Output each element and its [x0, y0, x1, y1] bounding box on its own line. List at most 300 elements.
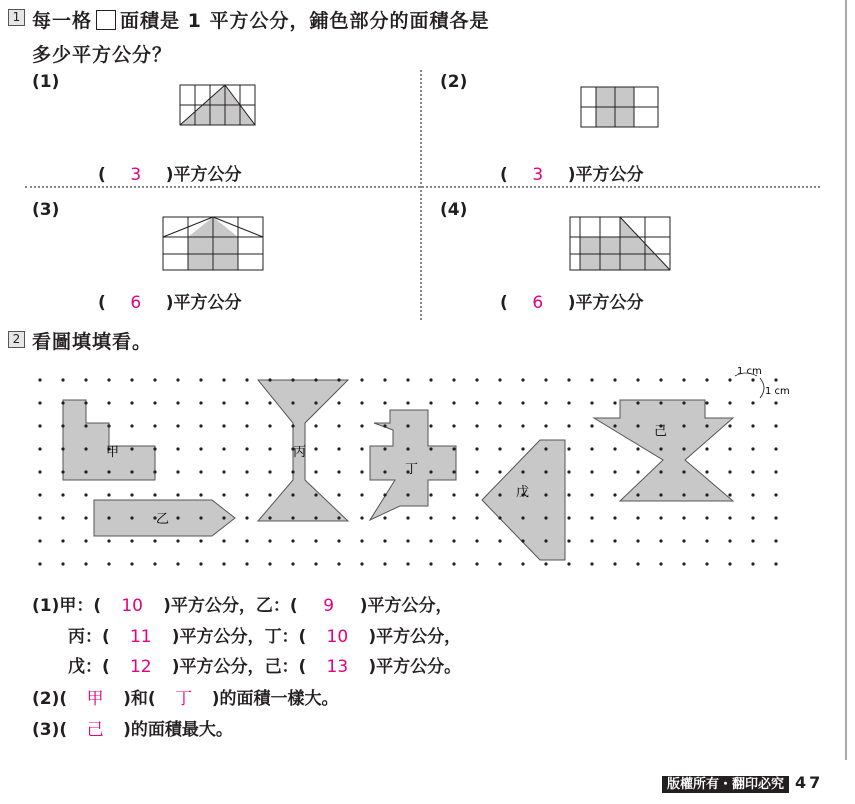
part1-answer-line: ( 3 )平方公分: [98, 165, 242, 185]
grid-dot: [176, 447, 179, 450]
grid-dot: [774, 378, 777, 381]
grid-dot: [337, 493, 340, 496]
grid-dot: [682, 470, 685, 473]
grid-dot: [475, 470, 478, 473]
dot-grid-figure: [0, 360, 855, 575]
grid-dot: [590, 493, 593, 496]
grid-dot: [728, 447, 731, 450]
grid-dot: [268, 493, 271, 496]
grid-dot: [682, 539, 685, 542]
grid-dot: [84, 539, 87, 542]
answer-bing: 11: [129, 627, 152, 647]
grid-dot: [291, 562, 294, 565]
grid-dot: [84, 562, 87, 565]
grid-dot: [544, 470, 547, 473]
grid-dot: [337, 539, 340, 542]
grid-dot: [130, 493, 133, 496]
grid-dot: [130, 447, 133, 450]
grid-dot: [245, 493, 248, 496]
grid-dot: [544, 539, 547, 542]
grid-dot: [222, 470, 225, 473]
grid-dot: [38, 447, 41, 450]
grid-dot: [613, 401, 616, 404]
grid-dot: [521, 424, 524, 427]
part2-answer-line: ( 3 )平方公分: [500, 165, 644, 185]
grid-dot: [360, 493, 363, 496]
grid-dot: [176, 470, 179, 473]
grid-dot: [291, 493, 294, 496]
grid-dot: [38, 516, 41, 519]
grid-dot: [222, 516, 225, 519]
grid-dot: [659, 401, 662, 404]
grid-dot: [130, 378, 133, 381]
grid-dot: [383, 516, 386, 519]
grid-dot: [360, 562, 363, 565]
answer-ding: 10: [326, 627, 349, 647]
grid-dot: [475, 562, 478, 565]
grid-dot: [498, 516, 501, 519]
grid-dot: [590, 424, 593, 427]
q2-line2: 丙：( 11 )平方公分，丁：( 10 )平方公分，: [68, 627, 462, 647]
grid-dot: [337, 447, 340, 450]
grid-dot: [705, 401, 708, 404]
grid-dot: [245, 516, 248, 519]
grid-dot: [429, 493, 432, 496]
grid-dot: [38, 470, 41, 473]
grid-dot: [245, 378, 248, 381]
grid-dot: [245, 539, 248, 542]
part4-answer: 6: [532, 293, 544, 313]
grid-dot: [705, 470, 708, 473]
grid-dot: [337, 424, 340, 427]
grid-dot: [199, 470, 202, 473]
grid-dot: [176, 516, 179, 519]
part1-label: (1): [32, 72, 60, 92]
grid-dot: [475, 493, 478, 496]
grid-dot: [590, 447, 593, 450]
grid-dot: [751, 378, 754, 381]
grid-dot: [130, 539, 133, 542]
grid-dot: [567, 516, 570, 519]
q2-line3: 戊：( 12 )平方公分，己：( 13 )平方公分。: [68, 657, 462, 677]
grid-dot: [245, 401, 248, 404]
grid-dot: [38, 424, 41, 427]
part4-label: (4): [440, 200, 468, 220]
grid-dot: [498, 424, 501, 427]
q1-text-b: 面積是 1 平方公分，鋪色部分的面積各是: [120, 10, 490, 32]
q1-text-c: 多少平方公分？: [32, 44, 173, 66]
label-wu: 戊: [516, 485, 530, 500]
grid-dot: [544, 378, 547, 381]
grid-dot: [659, 539, 662, 542]
grid-dot: [337, 401, 340, 404]
label-yi: 乙: [156, 512, 170, 527]
grid-dot: [705, 424, 708, 427]
grid-dot: [406, 447, 409, 450]
grid-dot: [153, 562, 156, 565]
unit-label-horizontal: 1 cm: [737, 366, 762, 377]
grid-dot: [291, 470, 294, 473]
answer-yi: 9: [323, 596, 335, 616]
grid-dot: [268, 562, 271, 565]
horizontal-divider: [25, 186, 820, 188]
grid-dot: [268, 447, 271, 450]
grid-dot: [314, 378, 317, 381]
grid-dot: [406, 562, 409, 565]
grid-dot: [291, 539, 294, 542]
shape-jia: [63, 400, 155, 480]
grid-dot: [636, 562, 639, 565]
part2-label: (2): [440, 72, 468, 92]
grid-dot: [406, 424, 409, 427]
grid-dot: [84, 401, 87, 404]
grid-dot: [61, 493, 64, 496]
grid-dot: [728, 539, 731, 542]
grid-dot: [751, 401, 754, 404]
grid-dot: [498, 447, 501, 450]
grid-dot: [314, 470, 317, 473]
vertical-divider: [420, 70, 422, 320]
grid-dot: [567, 378, 570, 381]
part3-figure: [158, 212, 273, 277]
grid-dot: [268, 401, 271, 404]
grid-dot: [314, 493, 317, 496]
grid-dot: [705, 447, 708, 450]
part4-figure: [565, 212, 680, 277]
grid-dot: [222, 562, 225, 565]
grid-dot: [705, 539, 708, 542]
grid-dot: [268, 516, 271, 519]
grid-dot: [383, 447, 386, 450]
label-ji: 己: [654, 424, 668, 439]
grid-dot: [498, 378, 501, 381]
grid-dot: [475, 401, 478, 404]
q2-line1: (1)甲：( 10 )平方公分，乙：( 9 )平方公分，: [32, 596, 453, 616]
grid-dot: [728, 401, 731, 404]
grid-dot: [544, 562, 547, 565]
grid-dot: [199, 378, 202, 381]
grid-dot: [38, 539, 41, 542]
grid-dot: [245, 470, 248, 473]
grid-dot: [590, 470, 593, 473]
grid-dot: [291, 378, 294, 381]
grid-dot: [61, 447, 64, 450]
grid-dot: [38, 562, 41, 565]
q2-part3-line: (3)( 己 )的面積最大。: [32, 715, 233, 740]
answer-largest: 己: [86, 720, 104, 740]
grid-dot: [38, 401, 41, 404]
grid-dot: [751, 447, 754, 450]
grid-dot: [590, 378, 593, 381]
grid-dot: [521, 378, 524, 381]
grid-dot: [567, 493, 570, 496]
grid-dot: [613, 447, 616, 450]
grid-dot: [107, 401, 110, 404]
grid-dot: [199, 516, 202, 519]
grid-dot: [130, 424, 133, 427]
footer: [662, 773, 823, 792]
grid-dot: [314, 424, 317, 427]
grid-dot: [774, 447, 777, 450]
part2-answer: 3: [532, 165, 544, 185]
grid-dot: [314, 447, 317, 450]
grid-dot: [406, 493, 409, 496]
grid-dot: [659, 516, 662, 519]
grid-dot: [613, 516, 616, 519]
grid-dot: [38, 378, 41, 381]
grid-dot: [429, 562, 432, 565]
grid-dot: [383, 470, 386, 473]
grid-dot: [268, 424, 271, 427]
answer-jia: 10: [121, 596, 143, 616]
grid-dot: [245, 447, 248, 450]
grid-dot: [682, 516, 685, 519]
grid-dot: [199, 447, 202, 450]
grid-dot: [751, 539, 754, 542]
grid-dot: [751, 424, 754, 427]
grid-dot: [682, 562, 685, 565]
grid-dot: [613, 493, 616, 496]
grid-dot: [222, 424, 225, 427]
grid-dot: [406, 401, 409, 404]
grid-dot: [452, 401, 455, 404]
grid-dot: [360, 516, 363, 519]
grid-dot: [728, 493, 731, 496]
grid-dot: [705, 516, 708, 519]
grid-dot: [337, 562, 340, 565]
grid-dot: [360, 447, 363, 450]
grid-dot: [429, 539, 432, 542]
grid-dot: [636, 539, 639, 542]
grid-dot: [498, 562, 501, 565]
grid-dot: [383, 378, 386, 381]
grid-dot: [337, 516, 340, 519]
answer-equal-a: 甲: [86, 689, 104, 709]
grid-dot: [498, 470, 501, 473]
grid-dot: [636, 378, 639, 381]
grid-dot: [751, 493, 754, 496]
answer-ji: 13: [326, 657, 349, 677]
part3-answer: 6: [130, 293, 142, 313]
unit-square-icon: [96, 10, 116, 30]
grid-dot: [153, 424, 156, 427]
grid-dot: [429, 447, 432, 450]
q2-text: 看圖填填看。: [32, 331, 153, 353]
grid-dot: [659, 493, 662, 496]
label-ding: 丁: [405, 462, 419, 477]
grid-dot: [613, 424, 616, 427]
grid-dot: [153, 493, 156, 496]
grid-dot: [544, 493, 547, 496]
grid-dot: [613, 539, 616, 542]
grid-dot: [107, 378, 110, 381]
grid-dot: [774, 516, 777, 519]
grid-dot: [291, 516, 294, 519]
grid-dot: [728, 516, 731, 519]
grid-dot: [337, 470, 340, 473]
grid-dot: [429, 470, 432, 473]
grid-dot: [774, 539, 777, 542]
grid-dot: [590, 516, 593, 519]
grid-dot: [521, 401, 524, 404]
grid-dot: [406, 539, 409, 542]
grid-dot: [176, 378, 179, 381]
grid-dot: [38, 493, 41, 496]
grid-dot: [567, 424, 570, 427]
label-bing: 丙: [293, 445, 307, 460]
grid-dot: [245, 424, 248, 427]
grid-dot: [636, 447, 639, 450]
grid-dot: [406, 378, 409, 381]
grid-dot: [521, 562, 524, 565]
grid-dot: [728, 470, 731, 473]
grid-dot: [521, 539, 524, 542]
grid-dot: [268, 378, 271, 381]
grid-dot: [682, 378, 685, 381]
grid-dot: [153, 539, 156, 542]
grid-dot: [521, 447, 524, 450]
grid-dot: [475, 539, 478, 542]
grid-dot: [84, 470, 87, 473]
grid-dot: [199, 493, 202, 496]
grid-dot: [176, 401, 179, 404]
q1-text-a: 每一格: [32, 10, 93, 32]
grid-dot: [774, 493, 777, 496]
answer-equal-b: 丁: [175, 689, 193, 709]
answer-wu: 12: [129, 657, 152, 677]
grid-dot: [61, 562, 64, 565]
grid-dot: [176, 424, 179, 427]
grid-dot: [452, 516, 455, 519]
grid-dot: [751, 516, 754, 519]
grid-dot: [544, 447, 547, 450]
label-jia: 甲: [106, 445, 120, 460]
grid-dot: [176, 493, 179, 496]
grid-dot: [728, 562, 731, 565]
grid-dot: [360, 401, 363, 404]
grid-dot: [613, 378, 616, 381]
grid-dot: [452, 378, 455, 381]
unit-label-vertical: 1 cm: [765, 386, 790, 397]
grid-dot: [498, 401, 501, 404]
grid-dot: [61, 424, 64, 427]
part4-answer-line: ( 6 )平方公分: [500, 293, 644, 313]
grid-dot: [130, 516, 133, 519]
grid-dot: [452, 493, 455, 496]
grid-dot: [84, 424, 87, 427]
grid-dot: [429, 424, 432, 427]
part4-shaded: [580, 217, 670, 270]
grid-dot: [222, 539, 225, 542]
grid-dot: [360, 539, 363, 542]
grid-dot: [590, 539, 593, 542]
copyright-notice: 版權所有・翻印必究: [662, 776, 789, 793]
grid-dot: [682, 424, 685, 427]
grid-dot: [682, 401, 685, 404]
grid-dot: [636, 516, 639, 519]
grid-dot: [751, 562, 754, 565]
grid-dot: [222, 493, 225, 496]
grid-dot: [383, 401, 386, 404]
grid-dot: [268, 470, 271, 473]
grid-dot: [452, 447, 455, 450]
grid-dot: [475, 447, 478, 450]
grid-dot: [222, 447, 225, 450]
grid-dot: [84, 378, 87, 381]
part1-figure: [170, 80, 260, 130]
grid-dot: [314, 401, 317, 404]
grid-dot: [61, 378, 64, 381]
grid-dot: [659, 447, 662, 450]
grid-dot: [774, 424, 777, 427]
grid-dot: [383, 493, 386, 496]
grid-dot: [613, 470, 616, 473]
page-number: 47: [795, 773, 824, 792]
grid-dot: [498, 493, 501, 496]
grid-dot: [130, 562, 133, 565]
grid-dot: [636, 401, 639, 404]
grid-dot: [475, 424, 478, 427]
grid-dot: [636, 424, 639, 427]
grid-dot: [84, 447, 87, 450]
grid-dot: [567, 562, 570, 565]
grid-dot: [360, 424, 363, 427]
q1-text: [32, 6, 489, 33]
grid-dot: [728, 424, 731, 427]
grid-dot: [544, 424, 547, 427]
grid-dot: [452, 539, 455, 542]
grid-dot: [383, 562, 386, 565]
grid-dot: [107, 470, 110, 473]
grid-dot: [84, 493, 87, 496]
grid-dot: [521, 470, 524, 473]
grid-dot: [130, 401, 133, 404]
grid-dot: [475, 378, 478, 381]
grid-dot: [774, 470, 777, 473]
grid-dot: [199, 401, 202, 404]
grid-dot: [337, 378, 340, 381]
grid-dot: [406, 516, 409, 519]
grid-dot: [774, 401, 777, 404]
grid-dot: [452, 470, 455, 473]
grid-dot: [61, 470, 64, 473]
grid-dot: [61, 516, 64, 519]
grid-dot: [567, 447, 570, 450]
grid-dot: [199, 562, 202, 565]
grid-dot: [452, 424, 455, 427]
grid-dot: [521, 516, 524, 519]
grid-dot: [291, 401, 294, 404]
grid-dot: [107, 493, 110, 496]
grid-dot: [383, 424, 386, 427]
grid-dot: [153, 470, 156, 473]
grid-dot: [314, 562, 317, 565]
grid-dot: [590, 562, 593, 565]
grid-dot: [107, 539, 110, 542]
grid-dot: [429, 401, 432, 404]
part2-figure: [575, 82, 665, 132]
grid-dot: [567, 470, 570, 473]
grid-dot: [544, 516, 547, 519]
grid-dot: [107, 562, 110, 565]
grid-dot: [728, 378, 731, 381]
grid-dot: [567, 539, 570, 542]
q2-part2-line: (2)( 甲 )和( 丁 )的面積一樣大。: [32, 684, 338, 709]
grid-dot: [429, 516, 432, 519]
grid-dot: [61, 539, 64, 542]
grid-dot: [452, 562, 455, 565]
unit-brace-vertical: [760, 378, 764, 398]
